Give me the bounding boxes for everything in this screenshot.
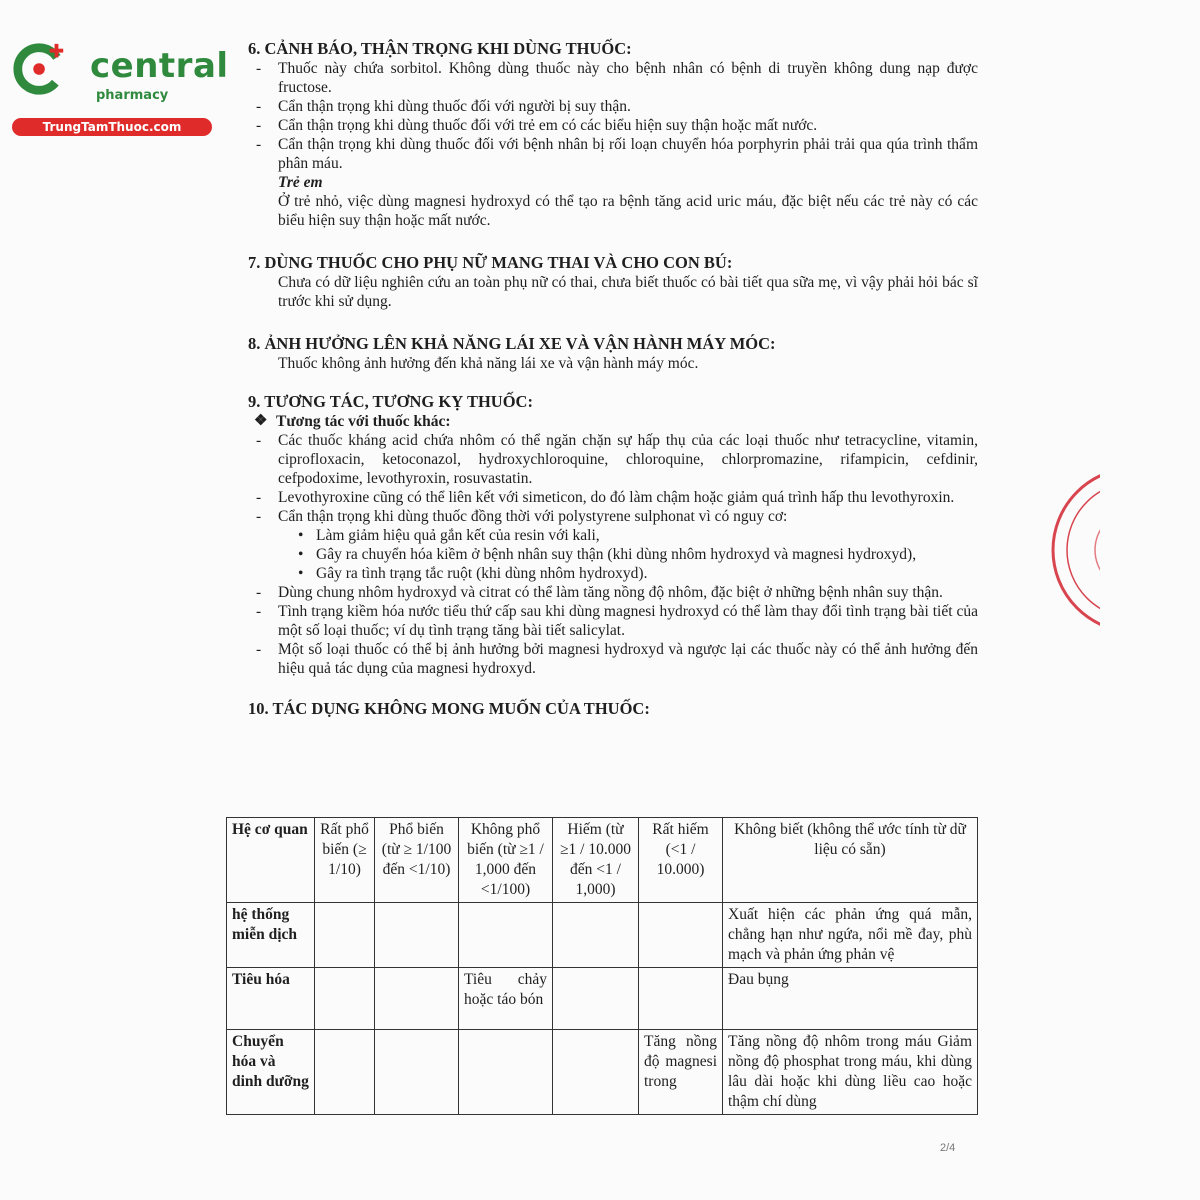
central-logo-icon (12, 40, 70, 98)
document-body (248, 38, 978, 719)
table-cell (553, 968, 639, 1030)
header-very-rare: Rất hiếm (<1 / 10.000) (639, 818, 723, 903)
s6-children-text: Ở trẻ nhỏ, việc dùng magnesi hydroxyd có thể tạo ra bệnh tăng acid uric máu, đặc biệt nếu các trẻ này có các biểu hiện suy thận hoặc mất nước. (278, 193, 978, 229)
section-7-title: 7. DÙNG THUỐC CHO PHỤ NỮ MANG THAI VÀ CHO CON BÚ: (248, 253, 733, 272)
diamond-bullet-icon: ❖ (254, 413, 268, 429)
s9-item: - Levothyroxine cũng có thể liên kết với simeticon, do đó làm chậm hoặc giảm quá trình hấp thu levothyroxin. (248, 488, 978, 507)
section-8-title: 8. ẢNH HƯỞNG LÊN KHẢ NĂNG LÁI XE VÀ VẬN HÀNH MÁY MÓC: (248, 334, 776, 353)
s9-subheading (248, 412, 978, 431)
s6-item: - Cẩn thận trọng khi dùng thuốc đối với trẻ em có các biểu hiện suy thận hoặc mất nước. (248, 116, 978, 135)
s9-item: - Các thuốc kháng acid chứa nhôm có thể ngăn chặn sự hấp thụ của các loại thuốc như tetracycline, vitamin, ciprofloxacin, ketoconazol, hydroxychloroquine, chloroquine, chlorpromazine, rifampicin, cefdinir, cefpodoxime, levothyroxin, rosuvastatin. (248, 431, 978, 488)
header-rare: Hiếm (từ ≥1 / 10.000 đến <1 / 1,000) (553, 818, 639, 903)
cell-organ: Tiêu hóa (227, 968, 315, 1030)
table-cell (375, 1030, 459, 1115)
header-uncommon: Không phổ biến (từ ≥1 / 1,000 đến <1/100) (459, 818, 553, 903)
brand-logo (10, 38, 229, 138)
s9-item: - Tình trạng kiềm hóa nước tiểu thứ cấp sau khi dùng magnesi hydroxyd có thể làm thay đổi tình trạng bài tiết của một số loại thuốc; ví dụ tình trạng tăng bài tiết salicylat. (248, 602, 978, 640)
header-unknown: Không biết (không thể ước tính từ dữ liệu có sẵn) (723, 818, 978, 903)
table-cell (459, 903, 553, 968)
adverse-effects-table (226, 817, 978, 1115)
table-cell (375, 968, 459, 1030)
s9-item: - Cẩn thận trọng khi dùng thuốc đồng thời với polystyrene sulphonat vì có nguy cơ: (248, 507, 978, 526)
s9-bullet: • Làm giảm hiệu quả gắn kết của resin với kali, (248, 526, 978, 545)
table-row (227, 968, 978, 1030)
s9-bullet: • Gây ra chuyển hóa kiềm ở bệnh nhân suy thận (khi dùng nhôm hydroxyd và magnesi hydroxyd), (248, 545, 978, 564)
s6-item: - Thuốc này chứa sorbitol. Không dùng thuốc này cho bệnh nhân có bệnh di truyền không dung nạp được fructose. (248, 59, 978, 97)
header-organ: Hệ cơ quan (227, 818, 315, 903)
s6-children-label: Trẻ em (278, 174, 323, 191)
brand-sub: pharmacy (96, 88, 169, 103)
s9-bullet: • Gây ra tình trạng tắc ruột (khi dùng nhôm hydroxyd). (248, 564, 978, 583)
table-cell (639, 968, 723, 1030)
header-common: Phổ biến (từ ≥ 1/100 đến <1/10) (375, 818, 459, 903)
s7-text: Chưa có dữ liệu nghiên cứu an toàn phụ nữ có thai, chưa biết thuốc có bài tiết qua sữa mẹ, vì vậy phải hỏi bác sĩ trước khi sử dụng. (278, 274, 978, 310)
brand-site: TrungTamThuoc.com (12, 118, 212, 136)
section-10-title: 10. TÁC DỤNG KHÔNG MONG MUỐN CỦA THUỐC: (248, 699, 650, 718)
table-header-row (227, 818, 978, 903)
cell-organ: Chuyển hóa và dinh dưỡng (227, 1030, 315, 1115)
section-9-title: 9. TƯƠNG TÁC, TƯƠNG KỴ THUỐC: (248, 392, 533, 411)
header-very-common: Rất phổ biến (≥ 1/10) (315, 818, 375, 903)
table-cell (315, 1030, 375, 1115)
brand-name: central (90, 46, 229, 86)
s8-text: Thuốc không ảnh hưởng đến khả năng lái xe và vận hành máy móc. (278, 355, 699, 372)
table-cell (639, 903, 723, 968)
table-cell: Tăng nồng độ nhôm trong máu Giảm nồng độ phosphat trong máu, khi dùng lâu dài hoặc khi dùng liều cao hoặc thậm chí dùng (723, 1030, 978, 1115)
table-row (227, 1030, 978, 1115)
cell-organ: hệ thống miễn dịch (227, 903, 315, 968)
s6-item: - Cẩn thận trọng khi dùng thuốc đối với bệnh nhân bị rối loạn chuyển hóa porphyrin phải trải qua qúa trình thẩm phân máu. (248, 135, 978, 173)
red-stamp-fragment (1040, 465, 1100, 635)
s9-item: - Dùng chung nhôm hydroxyd và citrat có thể làm tăng nồng độ nhôm, đặc biệt ở những bệnh nhân suy thận. (248, 583, 978, 602)
table-cell (375, 903, 459, 968)
table-cell: Tiêu chảy hoặc táo bón (459, 968, 553, 1030)
table-cell (553, 1030, 639, 1115)
table-cell (315, 903, 375, 968)
section-6-title: 6. CẢNH BÁO, THẬN TRỌNG KHI DÙNG THUỐC: (248, 39, 632, 58)
s9-subheading-text: Tương tác với thuốc khác: (276, 413, 451, 430)
table-cell (315, 968, 375, 1030)
table-cell (553, 903, 639, 968)
table-cell: Tăng nồng độ magnesi trong (639, 1030, 723, 1115)
table-cell: Đau bụng (723, 968, 978, 1030)
s6-item: - Cẩn thận trọng khi dùng thuốc đối với người bị suy thận. (248, 97, 978, 116)
page-number: 2/4 (940, 1142, 956, 1154)
s9-item: - Một số loại thuốc có thể bị ảnh hưởng bởi magnesi hydroxyd và ngược lại các thuốc này có thể ảnh hưởng đến hiệu quả tác dụng của magnesi hydroxyd. (248, 640, 978, 678)
table-row (227, 903, 978, 968)
table-cell (459, 1030, 553, 1115)
table-cell: Xuất hiện các phản ứng quá mẫn, chẳng hạn như ngứa, nổi mề đay, phù mạch và phản ứng phản vệ (723, 903, 978, 968)
